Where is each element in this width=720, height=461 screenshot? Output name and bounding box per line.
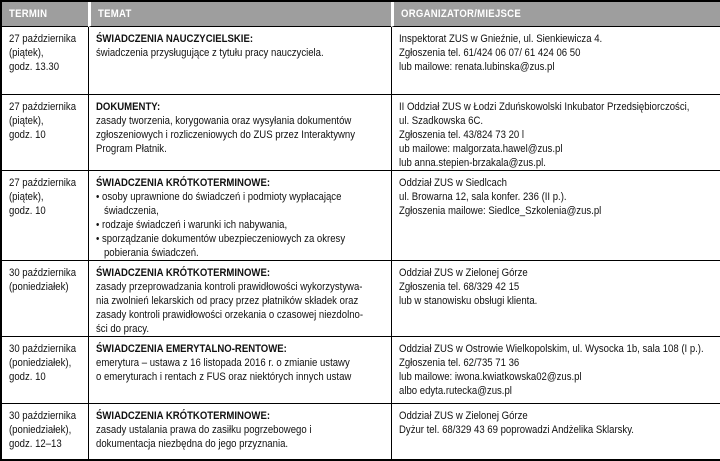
text-line: zasady kontroli prawidłowości orzekania o czasowej niezdolno-: [96, 309, 364, 321]
temat-cell: [88, 27, 391, 95]
text-line: Zgłoszenia tel. 61/424 06 07/ 61 424 06 50: [399, 47, 581, 59]
text-line: nia zwolnień lekarskich od pracy przez płatników składek oraz: [96, 295, 359, 307]
text-line: godz. 10: [9, 205, 46, 217]
table-row: [2, 337, 720, 404]
text-line: 30 października: [9, 267, 77, 279]
text-line: (poniedziałek),: [9, 424, 72, 436]
text-line: zasady tworzenia, korygowania oraz wysyłania dokumentów: [96, 115, 352, 127]
text-line: zgłoszeniowych i rozliczeniowych do ZUS przez Interaktywny: [96, 129, 356, 141]
text-line: Dyżur tel. 68/329 43 69 poprowadzi Andżelika Sklarsky.: [399, 424, 634, 436]
text-line: godz. 13.30: [9, 61, 60, 73]
text-line: świadczenia przysługujące z tytułu pracy nauczyciela.: [96, 47, 324, 59]
temat-lines: [96, 114, 356, 156]
termin-lines: [9, 32, 77, 74]
text-line: Oddział ZUS w Siedlcach: [399, 177, 507, 189]
termin-lines: [9, 409, 77, 451]
table-body: [2, 27, 720, 459]
organizator-lines: [399, 342, 704, 398]
temat-lines: [96, 46, 349, 60]
organizator-cell: [391, 404, 720, 459]
text-line: godz. 10: [9, 371, 46, 383]
termin-lines: [9, 342, 77, 384]
organizator-cell: [391, 171, 720, 261]
text-line: Zgłoszenia mailowe: Siedlce_Szkolenia@zus.pl: [399, 205, 602, 217]
table-row: [2, 261, 720, 337]
column-header-termin-label: TERMIN: [9, 8, 48, 20]
temat-title: ŚWIADCZENIA EMERYTALNO-RENTOWE:: [96, 343, 287, 355]
text-line: ści do pracy.: [96, 323, 150, 335]
temat-title: ŚWIADCZENIA KRÓTKOTERMINOWE:: [96, 410, 271, 422]
text-line: ub mailowe: malgorzata.hawel@zus.pl: [399, 143, 563, 155]
organizator-cell: [391, 337, 720, 404]
text-line: emerytura – ustawa z 16 listopada 2016 r. o zmianie ustawy: [96, 357, 350, 369]
text-line: Program Płatnik.: [96, 143, 167, 155]
temat-title: DOKUMENTY:: [96, 101, 161, 113]
temat-lines: [96, 423, 349, 451]
termin-cell: [2, 27, 88, 95]
organizator-lines: [399, 176, 677, 218]
temat-cell: [88, 171, 391, 261]
temat-title: ŚWIADCZENIA NAUCZYCIELSKIE:: [96, 33, 254, 45]
text-line: Oddział ZUS w Zielonej Górze: [399, 410, 528, 422]
text-line: 27 października: [9, 177, 77, 189]
text-line: II Oddział ZUS w Łodzi Zduńskowolski Inkubator Przedsiębiorczości,: [399, 101, 690, 113]
temat-cell: [88, 404, 391, 459]
text-line: dokumentacja niezbędna do jego przyznania.: [96, 438, 289, 450]
column-header-termin: [2, 2, 88, 27]
termin-cell: [2, 171, 88, 261]
text-line: godz. 12–13: [9, 438, 62, 450]
table-row: [2, 95, 720, 171]
organizator-lines: [399, 32, 677, 74]
text-line: ul. Browarna 12, sala konfer. 236 (II p.).: [399, 191, 567, 203]
organizator-lines: [399, 100, 690, 170]
text-line: (poniedziałek),: [9, 357, 72, 369]
temat-title: ŚWIADCZENIA KRÓTKOTERMINOWE:: [96, 177, 271, 189]
column-header-organizator-label: ORGANIZATOR/MIEJSCE: [401, 8, 521, 20]
text-line: 27 października: [9, 101, 77, 113]
termin-lines: [9, 176, 77, 218]
text-line: Zgłoszenia tel. 62/735 71 36: [399, 357, 520, 369]
termin-lines: [9, 266, 77, 294]
text-line: lub w stanowisku obsługi klienta.: [399, 295, 538, 307]
text-line: Inspektorat ZUS w Gnieźnie, ul. Sienkiewicza 4.: [399, 33, 603, 45]
text-line: lub mailowe: renata.lubinska@zus.pl: [399, 61, 555, 73]
organizator-lines: [399, 266, 677, 308]
text-line: 30 października: [9, 410, 77, 422]
text-line: lub mailowe: iwona.kwiatkowska02@zus.pl: [399, 371, 582, 383]
temat-lines: [96, 356, 352, 384]
text-line: albo edyta.rutecka@zus.pl: [399, 385, 512, 397]
text-line: o emeryturach i rentach z FUS oraz niektórych innych ustaw: [96, 371, 352, 383]
temat-cell: [88, 337, 391, 404]
organizator-cell: [391, 27, 720, 95]
text-line: zasady przeprowadzania kontroli prawidłowości wykorzystywa-: [96, 281, 363, 293]
table-row: [2, 171, 720, 261]
text-line: • sporządzanie dokumentów ubezpieczeniowych za okresy: [96, 233, 346, 245]
organizator-lines: [399, 409, 677, 437]
temat-title: ŚWIADCZENIA KRÓTKOTERMINOWE:: [96, 267, 271, 279]
text-line: ul. Szadkowska 6C.: [399, 115, 484, 127]
text-line: (piątek),: [9, 47, 44, 59]
termin-cell: [2, 404, 88, 459]
text-line: (poniedziałek): [9, 281, 69, 293]
table-row: [2, 27, 720, 95]
column-header-temat-label: TEMAT: [98, 8, 132, 20]
column-header-organizator: [391, 2, 720, 27]
text-line: pobierania świadczeń.: [96, 247, 199, 259]
temat-cell: [88, 261, 391, 337]
text-line: zasady ustalania prawa do zasiłku pogrzebowego i: [96, 424, 312, 436]
termin-cell: [2, 95, 88, 171]
table-header: [2, 2, 720, 27]
text-line: 27 października: [9, 33, 77, 45]
header-row: [2, 2, 720, 27]
temat-lines: [96, 190, 349, 260]
organizator-cell: [391, 261, 720, 337]
text-line: lub anna.stepien-brzakala@zus.pl.: [399, 157, 546, 169]
termin-cell: [2, 261, 88, 337]
text-line: godz. 10: [9, 129, 46, 141]
termin-cell: [2, 337, 88, 404]
organizator-cell: [391, 95, 720, 171]
termin-lines: [9, 100, 77, 142]
text-line: • rodzaje świadczeń i warunki ich nabywania,: [96, 219, 288, 231]
text-line: Oddział ZUS w Ostrowie Wielkopolskim, ul. Wysocka 1b, sala 108 (I p.).: [399, 343, 704, 355]
table-row: [2, 404, 720, 459]
text-line: Zgłoszenia tel. 68/329 42 15: [399, 281, 520, 293]
text-line: (piątek),: [9, 191, 44, 203]
text-line: świadczenia,: [96, 205, 159, 217]
temat-cell: [88, 95, 391, 171]
text-line: Zgłoszenia tel. 43/824 73 20 l: [399, 129, 525, 141]
text-line: 30 października: [9, 343, 77, 355]
text-line: (piątek),: [9, 115, 44, 127]
text-line: • osoby uprawnione do świadczeń i podmioty wypłacające: [96, 191, 342, 203]
temat-lines: [96, 280, 364, 336]
column-header-temat: [88, 2, 391, 27]
text-line: Oddział ZUS w Zielonej Górze: [399, 267, 528, 279]
